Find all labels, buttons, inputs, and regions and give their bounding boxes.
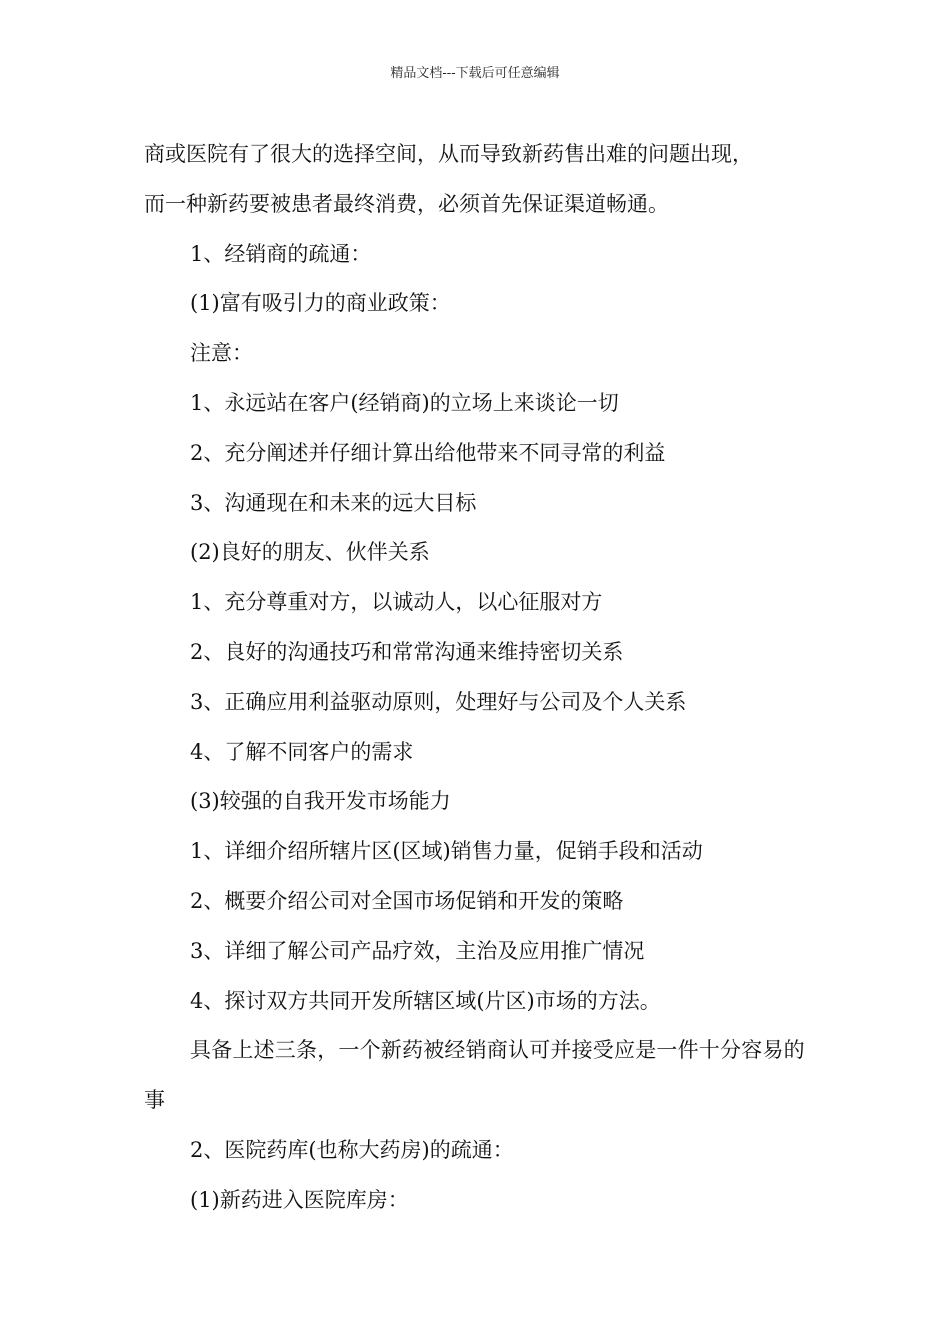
subsection-heading: (1)新药进入医院库房： xyxy=(190,1187,409,1212)
subsection-heading: (2)良好的朋友、伙伴关系 xyxy=(190,540,430,565)
list-item: 1、充分尊重对方，以诚动人，以心征服对方 xyxy=(190,590,603,615)
section-heading: 2、医院药库(也称大药房)的疏通： xyxy=(190,1137,514,1162)
subsection-heading: (1)富有吸引力的商业政策： xyxy=(190,291,451,316)
page-header: 精品文档---下载后可任意编辑 xyxy=(390,66,560,81)
paragraph: 商或医院有了很大的选择空间，从而导致新药售出难的问题出现， xyxy=(144,142,753,166)
document-body xyxy=(144,130,814,1226)
list-item: 4、了解不同客户的需求 xyxy=(190,739,414,764)
paragraph: 而一种新药要被患者最终消费，必须首先保证渠道畅通。 xyxy=(144,191,669,216)
list-item: 1、详细介绍所辖片区(区域)销售力量，促销手段和活动 xyxy=(190,839,703,864)
list-item: 2、良好的沟通技巧和常常沟通来维持密切关系 xyxy=(190,639,624,664)
subsection-heading: (3)较强的自我开发市场能力 xyxy=(190,789,451,814)
list-item: 3、详细了解公司产品疗效，主治及应用推广情况 xyxy=(190,938,645,963)
list-item: 2、充分阐述并仔细计算出给他带来不同寻常的利益 xyxy=(190,440,666,465)
summary-paragraph: 具备上述三条，一个新药被经销商认可并接受应是一件十分容易的事 xyxy=(144,1038,805,1113)
list-item: 3、正确应用利益驱动原则，处理好与公司及个人关系 xyxy=(190,689,687,714)
list-item: 2、概要介绍公司对全国市场促销和开发的策略 xyxy=(190,888,624,913)
list-item: 3、沟通现在和未来的远大目标 xyxy=(190,490,477,515)
note-label: 注意： xyxy=(190,341,253,366)
section-heading: 1、经销商的疏通： xyxy=(190,241,372,266)
list-item: 4、探讨双方共同开发所辖区域(片区)市场的方法。 xyxy=(190,988,661,1013)
list-item: 1、永远站在客户(经销商)的立场上来谈论一切 xyxy=(190,390,619,415)
